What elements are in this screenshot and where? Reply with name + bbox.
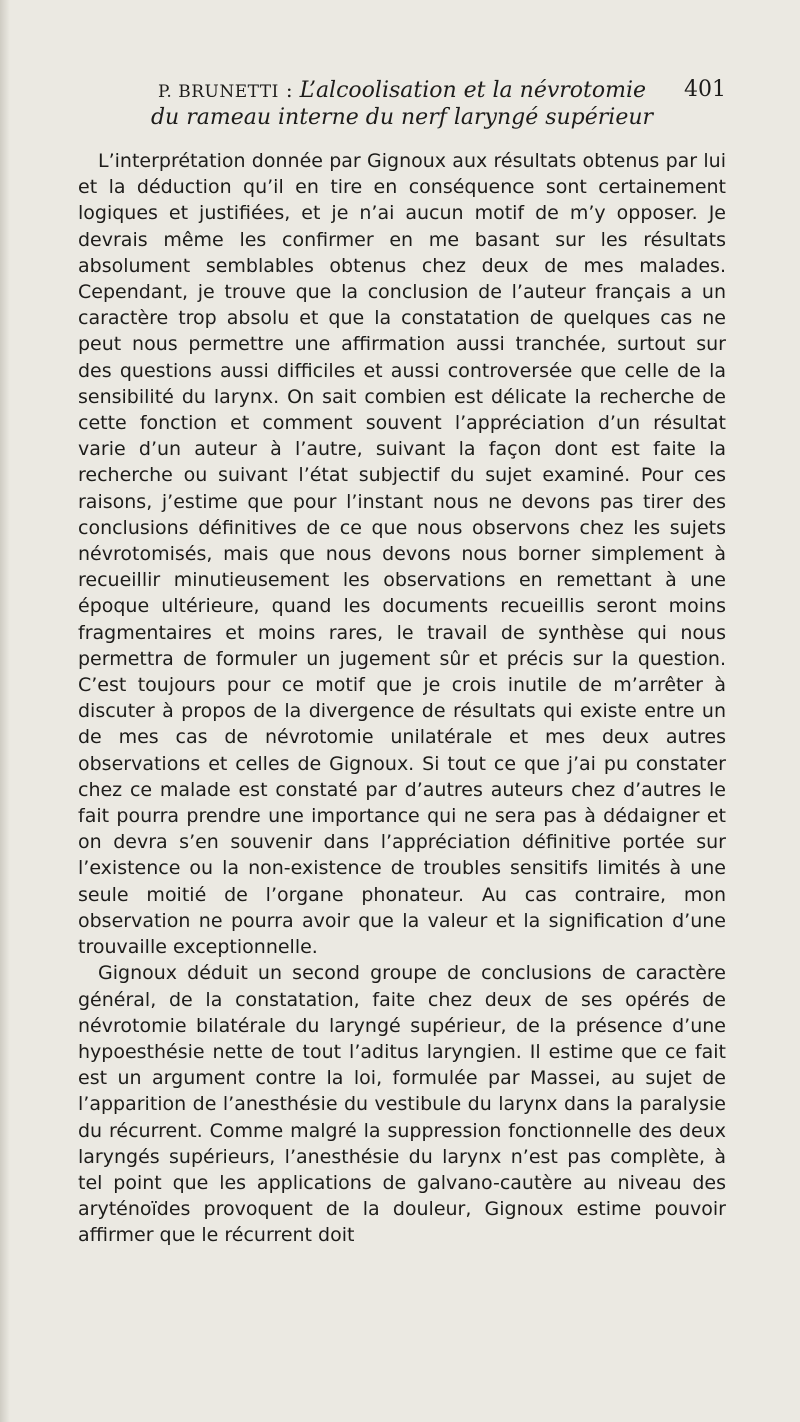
header-title-line-1: L’alcoolisation et la névrotomie — [299, 78, 647, 103]
header-title-line-2: du rameau interne du nerf laryngé supérieur — [150, 105, 654, 130]
paragraph-1: L’interprétation donnée par Gignoux aux résultats obtenus par lui et la déduction qu’il en tire en conséquence sont certainement logiques et justifiées, et je n’ai aucun motif de m’y opposer. Je devrais même les confirmer en me basant sur les résultats absolument semblables obtenus chez deux de mes malades. Cependant, je trouve que la conclusion de l’auteur français a un caractère trop absolu et que la constatation de quelques cas ne peut nous permettre une affirmation aussi tranchée, surtout sur des questions aussi difficiles et aussi controversée que celle de la sensibilité du larynx. On sait combien est délicate la recherche de cette fonction et comment souvent l’appréciation d’un résultat varie d’un auteur à l’autre, suivant la façon dont est faite la recherche ou suivant l’état subjectif du sujet examiné. Pour ces raisons, j’estime que pour l’instant nous ne devons pas tirer des conclusions définitives de ce que nous observons chez les sujets névrotomisés, mais que nous devons nous borner simplement à recueillir minutieusement les observations en remettant à une époque ultérieure, quand les documents recueillis seront moins fragmentaires et moins rares, le travail de synthèse qui nous permettra de formuler un jugement sûr et précis sur la question. C’est toujours pour ce motif que je crois inutile de m’arrêter à discuter à propos de la divergence de résultats qui existe entre un de mes cas de névrotomie unilatérale et mes deux autres observations et celles de Gignoux. Si tout ce que j’ai pu constater chez ce malade est constaté par d’autres auteurs chez d’autres le fait pourra prendre une importance qui ne sera pas à dédaigner et on devra s’en souvenir dans l’appréciation définitive portée sur l’existence ou la non-existence de troubles sensitifs limités à une seule moitié de l’organe phonateur. Au cas contraire, mon observation ne pourra avoir que la valeur et la signification d’une trouvaille exceptionnelle. — [78, 150, 726, 959]
page-edge-shadow — [0, 0, 10, 1422]
header-separator: : — [285, 78, 293, 102]
paragraph-2: Gignoux déduit un second groupe de conclusions de caractère général, de la constatation, faite chez deux de ses opérés de névrotomie bilatérale du laryngé supérieur, de la présence d’une hypoesthésie nette de tout l’aditus laryngien. Il estime que ce fait est un argument contre la loi, formulée par Massei, au sujet de l’apparition de l’anesthésie du vestibule du larynx dans la paralysie du récurrent. Comme malgré la suppression fonctionnelle des deux laryngés supérieurs, l’anesthésie du larynx n’est pas complète, à tel point que les applications de galvano-cautère au niveau des aryténoïdes provoquent de la douleur, Gignoux estime pouvoir affirmer que le récurrent doit — [78, 962, 726, 1247]
header-author: P. BRUNETTI — [157, 82, 279, 102]
body-text — [78, 148, 726, 1249]
page-number: 401 — [684, 77, 726, 102]
header-line-1 — [78, 76, 726, 104]
running-header — [78, 76, 726, 132]
